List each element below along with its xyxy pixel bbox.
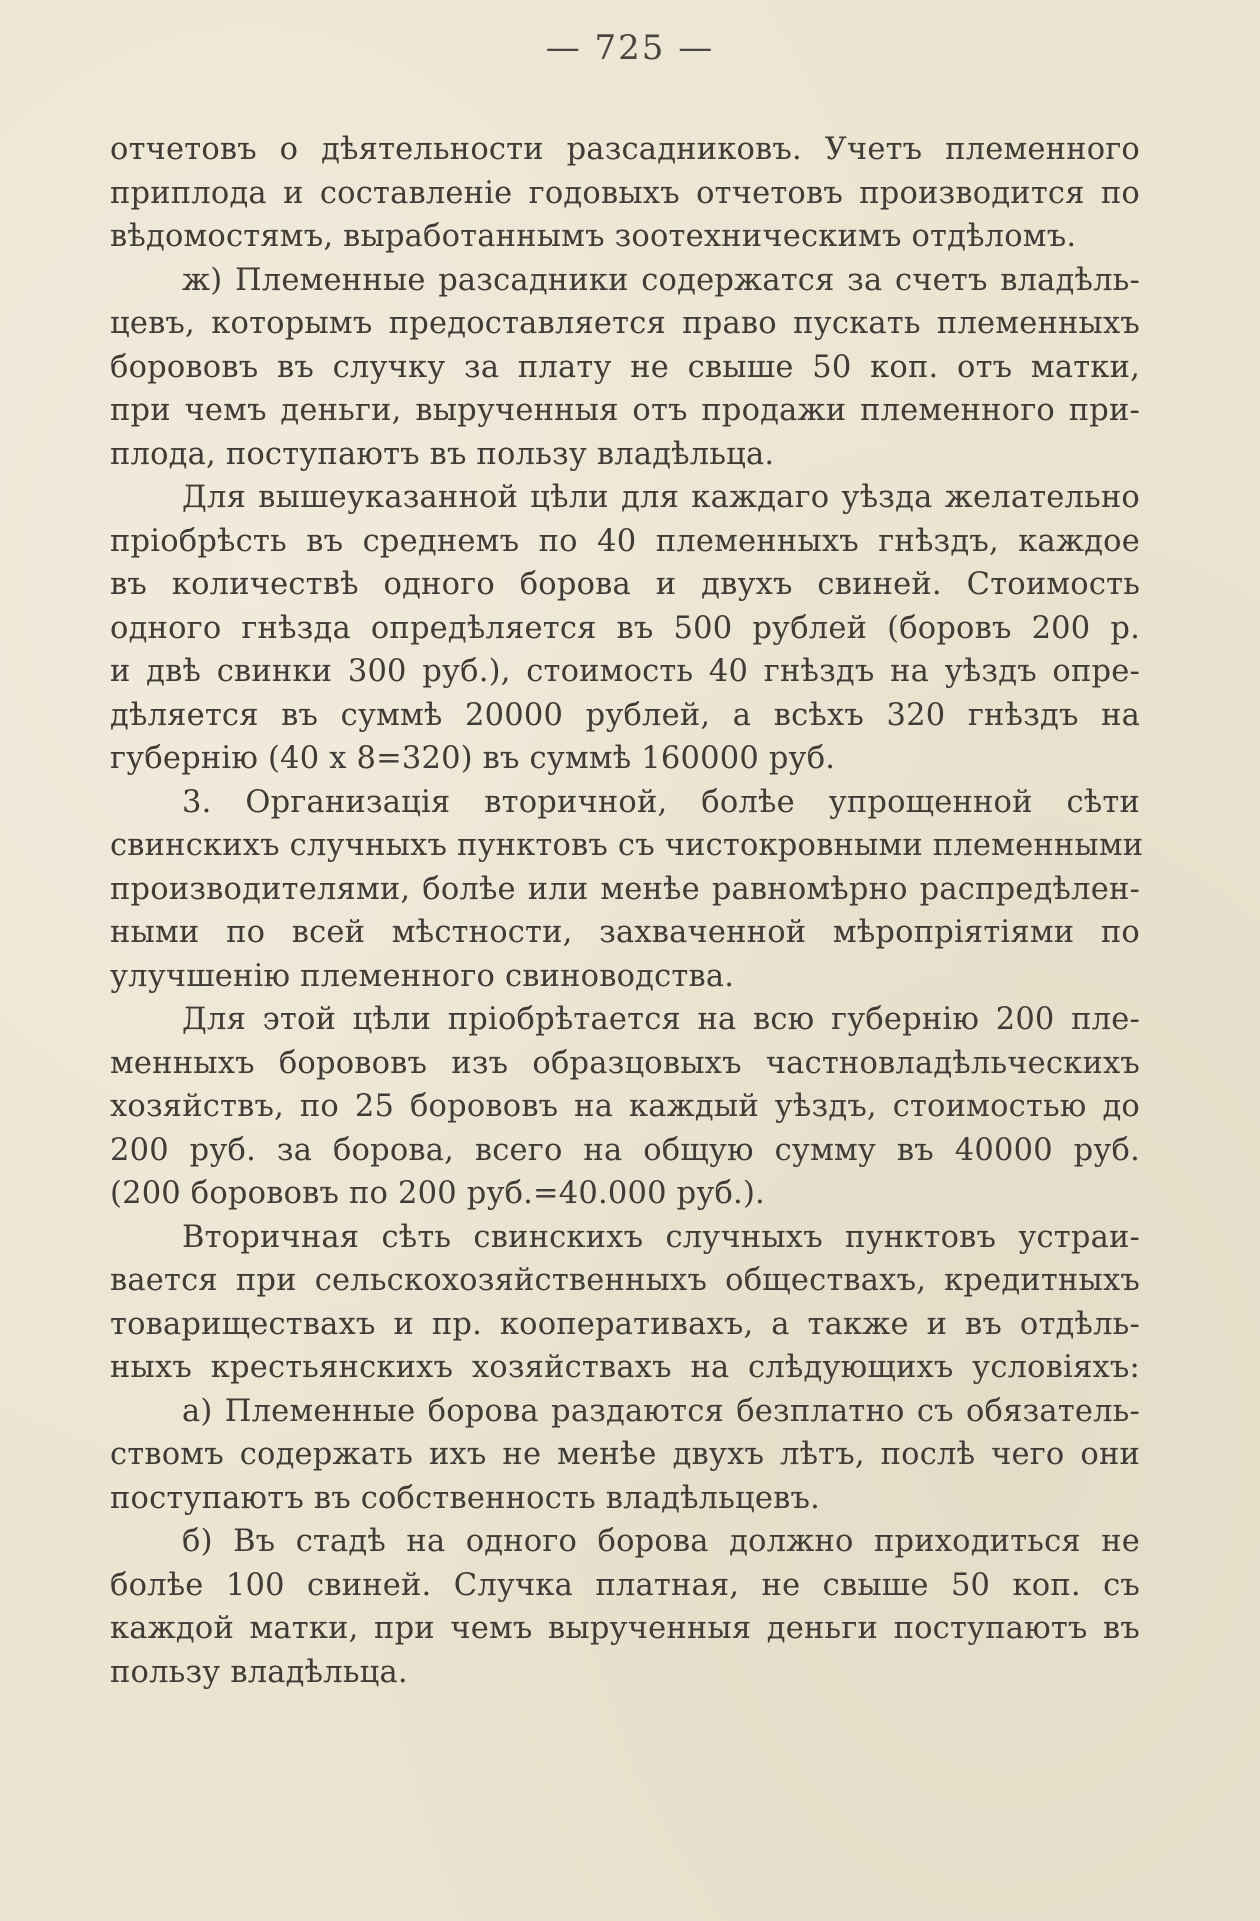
text-line: 200 руб. за борова, всего на общую сумму въ 40000 руб. bbox=[110, 1132, 1140, 1168]
body-text bbox=[110, 128, 1144, 1694]
text-line: 3. Организація вторичной, болѣе упрощенной сѣти bbox=[182, 784, 1140, 820]
text-line: улучшенію племенного свиноводства. bbox=[110, 958, 735, 994]
text-line: дѣляется въ суммѣ 20000 рублей, а всѣхъ 320 гнѣздъ на bbox=[110, 697, 1140, 733]
text-line: ж) Племенные разсадники содержатся за счетъ владѣль- bbox=[182, 262, 1140, 298]
text-line: плода, поступаютъ въ пользу владѣльца. bbox=[110, 436, 775, 472]
text-line: менныхъ борововъ изъ образцовыхъ частновладѣльческихъ bbox=[110, 1045, 1140, 1081]
text-line: одного гнѣзда опредѣляется въ 500 рублей (боровъ 200 р. bbox=[110, 610, 1140, 646]
text-line: а) Племенные борова раздаются безплатно съ обязатель- bbox=[182, 1393, 1140, 1429]
text-line: Для вышеуказанной цѣли для каждаго уѣзда желательно bbox=[182, 480, 1140, 515]
text-line: поступаютъ въ собственность владѣльцевъ. bbox=[110, 1480, 820, 1516]
text-line: б) Въ стадѣ на одного борова должно приходиться не bbox=[182, 1524, 1140, 1559]
text-line: и двѣ свинки 300 руб.), стоимость 40 гнѣздъ на уѣздъ опре- bbox=[110, 654, 1140, 689]
text-line: товариществахъ и пр. кооперативахъ, а также и въ отдѣль- bbox=[110, 1306, 1140, 1342]
text-line: губернію (40 х 8=320) въ суммѣ 160000 руб. bbox=[110, 741, 836, 776]
text-line: Вторичная сѣть свинскихъ случныхъ пунктовъ устраи- bbox=[182, 1219, 1140, 1255]
text-line: каждой матки, при чемъ вырученныя деньги поступаютъ въ bbox=[110, 1611, 1140, 1646]
text-line: свинскихъ случныхъ пунктовъ съ чистокровными племенными bbox=[110, 828, 1144, 863]
text-line: вѣдомостямъ, выработаннымъ зоотехническимъ отдѣломъ. bbox=[110, 219, 1077, 254]
text-line: Для этой цѣли пріобрѣтается на всю губернію 200 пле- bbox=[182, 1002, 1140, 1037]
text-line: при чемъ деньги, вырученныя отъ продажи племенного при- bbox=[110, 393, 1140, 428]
text-line: борововъ въ случку за плату не свыше 50 коп. отъ матки, bbox=[110, 349, 1140, 385]
text-line: ныхъ крестьянскихъ хозяйствахъ на слѣдующихъ условіяхъ: bbox=[110, 1350, 1140, 1385]
text-line: отчетовъ о дѣятельности разсадниковъ. Учетъ племенного bbox=[110, 132, 1140, 167]
text-line: цевъ, которымъ предоставляется право пускать племенныхъ bbox=[110, 306, 1140, 341]
text-line: пріобрѣсть въ среднемъ по 40 племенныхъ гнѣздъ, каждое bbox=[110, 523, 1140, 559]
text-line: ствомъ содержать ихъ не менѣе двухъ лѣтъ, послѣ чего они bbox=[110, 1437, 1140, 1472]
text-line: ными по всей мѣстности, захваченной мѣропріятіями по bbox=[110, 915, 1140, 950]
text-line: вается при сельскохозяйственныхъ обществахъ, кредитныхъ bbox=[110, 1263, 1140, 1298]
text-line: хозяйствъ, по 25 борововъ на каждый уѣздъ, стоимостью до bbox=[110, 1089, 1140, 1124]
text-line: (200 борововъ по 200 руб.=40.000 руб.). bbox=[110, 1176, 765, 1211]
text-line: производителями, болѣе или менѣе равномѣрно распредѣлен- bbox=[110, 871, 1140, 907]
page-number: — 725 — bbox=[545, 28, 715, 68]
text-line: пользу владѣльца. bbox=[110, 1654, 408, 1690]
text-line: болѣе 100 свиней. Случка платная, не свыше 50 коп. съ bbox=[110, 1567, 1140, 1603]
text-line: въ количествѣ одного борова и двухъ свиней. Стоимость bbox=[110, 567, 1140, 602]
text-line: приплода и составленіе годовыхъ отчетовъ производится по bbox=[110, 175, 1140, 211]
